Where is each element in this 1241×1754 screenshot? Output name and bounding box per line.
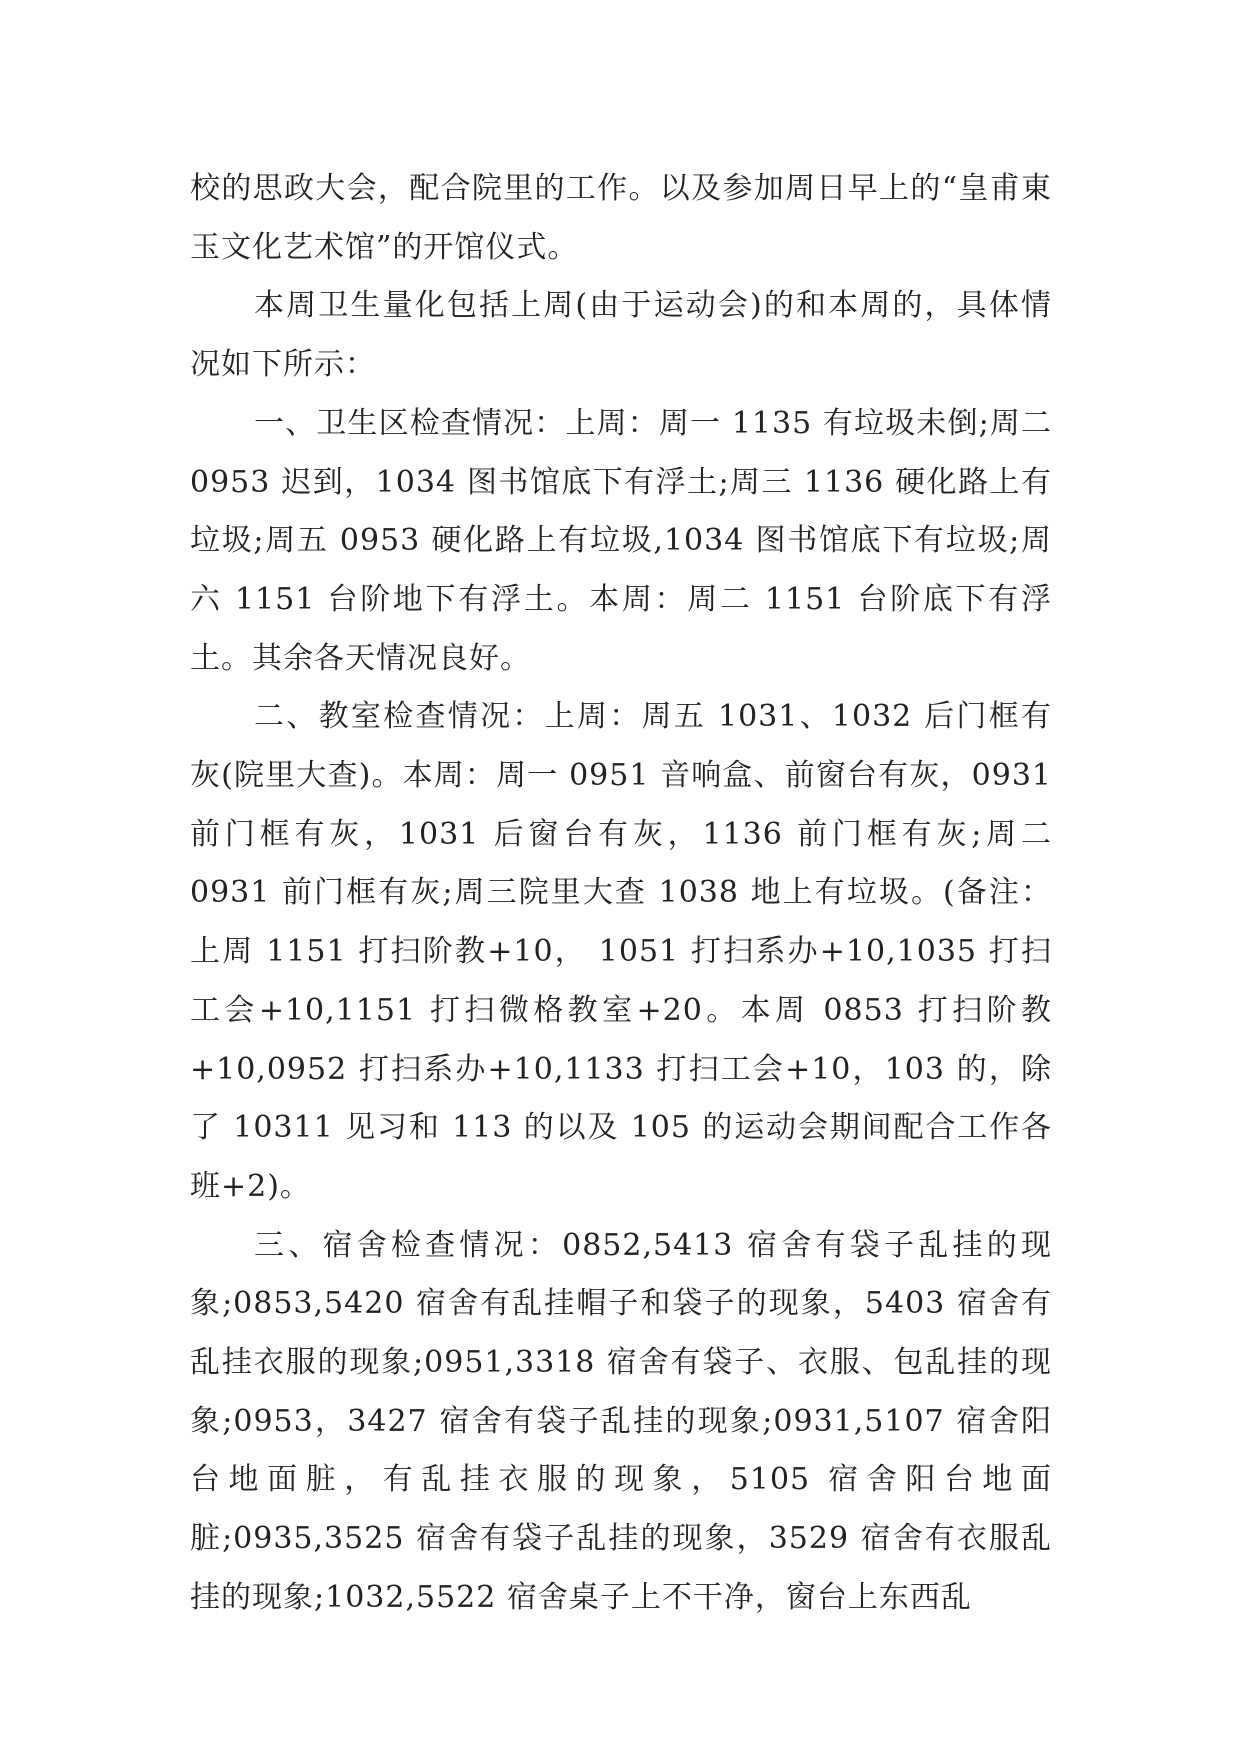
paragraph-hygiene-intro: 本周卫生量化包括上周(由于运动会)的和本周的，具体情况如下所示： xyxy=(190,288,1052,383)
paragraph-cleaning-area: 一、卫生区检查情况：上周：周一 1135 有垃圾未倒;周二 0953 迟到，1034 图书馆底下有浮土;周三 1136 硬化路上有垃圾;周五 0953 硬化路上有垃圾,1034 图书馆底下有垃圾;周六 1151 台阶地下有浮土。本周：周二 1151 台阶底下有浮土。其余各天情况良好。 xyxy=(190,405,1052,676)
document-body xyxy=(190,160,1052,1628)
paragraph-dormitory: 三、宿舍检查情况：0852,5413 宿舍有袋子乱挂的现象;0853,5420 宿舍有乱挂帽子和袋子的现象，5403 宿舍有乱挂衣服的现象;0951,3318 宿舍有袋子、衣服、包乱挂的现象;0953，3427 宿舍有袋子乱挂的现象;0931,5107 宿舍阳台地面脏，有乱挂衣服的现象，5105 宿舍阳台地面脏;0935,3525 宿舍有袋子乱挂的现象，3529 宿舍有衣服乱挂的现象;1032,5522 宿舍桌子上不干净，窗台上东西乱 xyxy=(190,1227,1052,1615)
paragraph-classroom: 二、教室检查情况：上周：周五 1031、1032 后门框有灰(院里大查)。本周：周一 0951 音响盒、前窗台有灰，0931 前门框有灰，1031 后窗台有灰，1136 前门框有灰;周二 0931 前门框有灰;周三院里大查 1038 地上有垃圾。(备注：上周 1151 打扫阶教+10， 1051 打扫系办+10,1035 打扫工会+10,1151 打扫微格教室+20。本周 0853 打扫阶教+10,0952 打扫系办+10,1133 打扫工会+10，103 的，除了 10311 见习和 113 的以及 105 的运动会期间配合工作各班+2)。 xyxy=(190,699,1052,1204)
paragraph-continuation: 校的思政大会，配合院里的工作。以及参加周日早上的“皇甫東玉文化艺术馆”的开馆仪式。 xyxy=(190,171,1052,265)
